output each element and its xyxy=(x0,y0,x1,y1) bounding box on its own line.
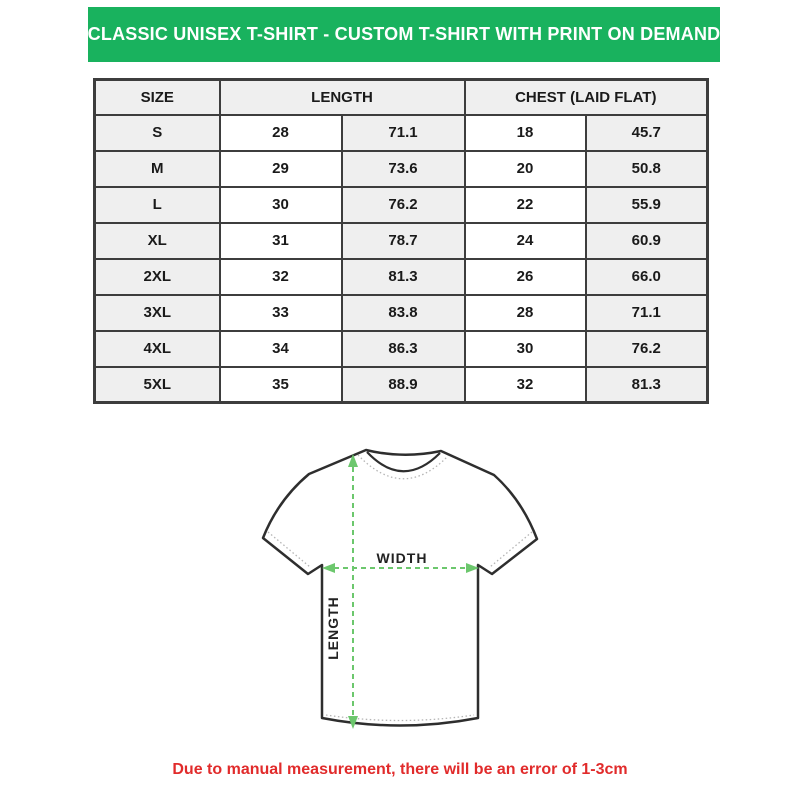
table-row xyxy=(95,367,708,403)
measurement-disclaimer: Due to manual measurement, there will be an error of 1-3cm xyxy=(172,761,628,778)
measurement-cell: 28 xyxy=(220,115,342,151)
table-row xyxy=(95,259,708,295)
measurement-cell: 86.3 xyxy=(342,331,465,367)
length-label: LENGTH xyxy=(325,596,341,660)
table-row xyxy=(95,151,708,187)
table-row xyxy=(95,331,708,367)
measurement-cell: 81.3 xyxy=(342,259,465,295)
size-cell: 4XL xyxy=(95,331,220,367)
measurement-cell: 71.1 xyxy=(342,115,465,151)
title-banner xyxy=(88,7,720,62)
measurement-cell: 55.9 xyxy=(586,187,708,223)
measurement-cell: 26 xyxy=(465,259,586,295)
measurement-cell: 32 xyxy=(465,367,586,403)
size-cell: 2XL xyxy=(95,259,220,295)
measurement-cell: 45.7 xyxy=(586,115,708,151)
measurement-cell: 88.9 xyxy=(342,367,465,403)
table-row xyxy=(95,223,708,259)
measurement-cell: 76.2 xyxy=(586,331,708,367)
measurement-cell: 18 xyxy=(465,115,586,151)
size-table-body xyxy=(95,115,708,403)
measurement-cell: 32 xyxy=(220,259,342,295)
measurement-cell: 28 xyxy=(465,295,586,331)
measurement-cell: 30 xyxy=(220,187,342,223)
header-length: LENGTH xyxy=(220,80,465,115)
tshirt-outline xyxy=(263,450,537,726)
measurement-cell: 73.6 xyxy=(342,151,465,187)
width-label: WIDTH xyxy=(376,550,428,566)
measurement-cell: 50.8 xyxy=(586,151,708,187)
measurement-cell: 78.7 xyxy=(342,223,465,259)
size-cell: L xyxy=(95,187,220,223)
measurement-cell: 76.2 xyxy=(342,187,465,223)
table-row xyxy=(95,295,708,331)
measurement-cell: 83.8 xyxy=(342,295,465,331)
measurement-cell: 29 xyxy=(220,151,342,187)
measurement-cell: 24 xyxy=(465,223,586,259)
measurement-cell: 20 xyxy=(465,151,586,187)
size-cell: M xyxy=(95,151,220,187)
measurement-cell: 33 xyxy=(220,295,342,331)
table-row xyxy=(95,187,708,223)
size-cell: XL xyxy=(95,223,220,259)
header-chest: CHEST (LAID FLAT) xyxy=(465,80,708,115)
measurement-cell: 22 xyxy=(465,187,586,223)
size-cell: 3XL xyxy=(95,295,220,331)
measurement-cell: 31 xyxy=(220,223,342,259)
table-header-row xyxy=(95,80,708,115)
measurement-cell: 71.1 xyxy=(586,295,708,331)
size-table xyxy=(93,78,709,404)
header-size: SIZE xyxy=(95,80,220,115)
tshirt-diagram xyxy=(250,438,550,748)
measurement-cell: 81.3 xyxy=(586,367,708,403)
measurement-cell: 60.9 xyxy=(586,223,708,259)
table-row xyxy=(95,115,708,151)
page-title: CLASSIC UNISEX T-SHIRT - CUSTOM T-SHIRT WITH PRINT ON DEMAND xyxy=(87,24,721,44)
size-cell: S xyxy=(95,115,220,151)
tshirt-svg xyxy=(250,438,550,748)
measurement-cell: 34 xyxy=(220,331,342,367)
size-cell: 5XL xyxy=(95,367,220,403)
measurement-cell: 66.0 xyxy=(586,259,708,295)
measurement-cell: 35 xyxy=(220,367,342,403)
measurement-cell: 30 xyxy=(465,331,586,367)
